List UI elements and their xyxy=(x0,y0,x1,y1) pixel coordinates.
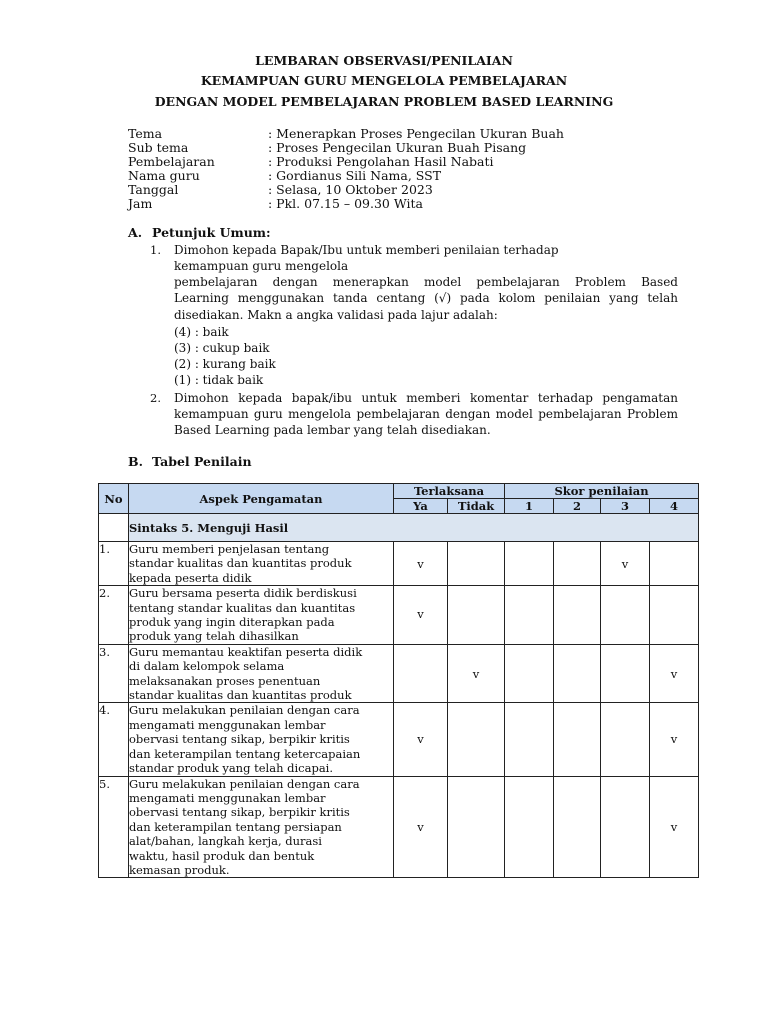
cell-score-4[interactable] xyxy=(650,542,699,586)
aspek-line: standar kualitas dan kuantitas produk xyxy=(129,556,352,571)
instruction-1-line-4: Learning menggunakan tanda centang (√) pada kolom penilaian yang telah xyxy=(174,291,678,305)
cell-tidak[interactable] xyxy=(448,542,505,586)
cell-ya[interactable]: v xyxy=(394,542,448,586)
section-letter: A. xyxy=(128,225,143,240)
cell-score-4[interactable]: v xyxy=(650,703,699,776)
meta-value: : Pkl. 07.15 – 09.30 Wita xyxy=(268,196,423,211)
cell-tidak[interactable] xyxy=(448,703,505,776)
cell-ya[interactable] xyxy=(394,644,448,703)
meta-label: Nama guru xyxy=(128,168,200,183)
document-title-line-1: LEMBARAN OBSERVASI/PENILAIAN xyxy=(255,53,513,68)
row-aspek xyxy=(129,586,394,645)
aspek-line: Guru melakukan penilaian dengan cara xyxy=(129,703,360,718)
header-skor: Skor penilaian xyxy=(505,484,699,499)
aspek-line: produk yang telah dihasilkan xyxy=(129,629,299,644)
cell-score-3[interactable] xyxy=(601,703,650,776)
aspek-line: Guru bersama peserta didik berdiskusi xyxy=(129,586,357,601)
table-row xyxy=(99,586,699,645)
sintaks-row xyxy=(99,514,699,542)
cell-score-4[interactable]: v xyxy=(650,776,699,878)
row-aspek xyxy=(129,644,394,703)
instruction-1-line-2: kemampuan guru mengelola xyxy=(174,259,349,273)
section-title: Tabel Penilain xyxy=(152,454,252,469)
cell-score-1[interactable] xyxy=(505,542,554,586)
row-aspek xyxy=(129,776,394,878)
aspek-line: di dalam kelompok selama xyxy=(129,659,285,674)
row-number: 2. xyxy=(99,586,129,645)
aspek-line: melaksanakan proses penentuan xyxy=(129,673,321,688)
meta-label: Tanggal xyxy=(128,182,179,197)
aspek-line: tentang standar kualitas dan kuantitas xyxy=(129,600,356,615)
table-row xyxy=(99,542,699,586)
aspek-line: mengamati menggunakan lembar xyxy=(129,790,326,805)
cell-ya[interactable]: v xyxy=(394,776,448,878)
aspek-line: kepada peserta didik xyxy=(129,570,252,585)
aspek-line: alat/bahan, langkah kerja, durasi xyxy=(129,834,322,849)
cell-ya[interactable]: v xyxy=(394,586,448,645)
scale-item-3: (3) : cukup baik xyxy=(174,341,270,355)
cell-score-2[interactable] xyxy=(554,542,601,586)
row-number: 1. xyxy=(99,542,129,586)
header-no: No xyxy=(99,484,129,514)
cell-score-2[interactable] xyxy=(554,703,601,776)
cell-score-4[interactable] xyxy=(650,586,699,645)
cell-tidak[interactable] xyxy=(448,586,505,645)
section-title: Petunjuk Umum: xyxy=(152,225,271,240)
row-number: 3. xyxy=(99,644,129,703)
cell-score-1[interactable] xyxy=(505,586,554,645)
aspek-line: dan keterampilan tentang ketercapaian xyxy=(129,746,361,761)
cell-tidak[interactable]: v xyxy=(448,644,505,703)
header-ya: Ya xyxy=(394,499,448,514)
meta-label: Jam xyxy=(128,196,153,211)
row-number: 4. xyxy=(99,703,129,776)
meta-label: Pembelajaran xyxy=(128,154,215,169)
instruction-2-line-3: Based Learning pada lembar yang telah disediakan. xyxy=(174,423,491,437)
cell-score-1[interactable] xyxy=(505,703,554,776)
section-a-heading xyxy=(128,225,271,240)
aspek-line: Guru memantau keaktifan peserta didik xyxy=(129,644,363,659)
aspek-line: obervasi tentang sikap, berpikir kritis xyxy=(129,732,350,747)
cell-score-3[interactable]: v xyxy=(601,542,650,586)
sintaks-title: Sintaks 5. Menguji Hasil xyxy=(129,514,699,542)
cell-score-1[interactable] xyxy=(505,776,554,878)
aspek-line: obervasi tentang sikap, berpikir kritis xyxy=(129,805,350,820)
header-aspek: Aspek Pengamatan xyxy=(129,484,394,514)
sintaks-no-cell xyxy=(99,514,129,542)
instruction-number-2: 2. xyxy=(150,391,161,405)
header-score-3: 3 xyxy=(601,499,650,514)
cell-tidak[interactable] xyxy=(448,776,505,878)
row-aspek xyxy=(129,542,394,586)
instruction-number-1: 1. xyxy=(150,243,161,257)
meta-value: : Menerapkan Proses Pengecilan Ukuran Buah xyxy=(268,126,564,141)
aspek-line: standar produk yang telah dicapai. xyxy=(129,761,334,776)
aspek-line: Guru memberi penjelasan tentang xyxy=(129,542,330,556)
header-terlaksana: Terlaksana xyxy=(394,484,505,499)
instruction-1-line-5: disediakan. Makn a angka validasi pada lajur adalah: xyxy=(174,308,498,322)
cell-score-2[interactable] xyxy=(554,776,601,878)
document-title-line-3: DENGAN MODEL PEMBELAJARAN PROBLEM BASED LEARNING xyxy=(154,94,614,109)
meta-label: Tema xyxy=(128,126,163,141)
section-letter: B. xyxy=(128,454,143,469)
scale-item-2: (2) : kurang baik xyxy=(174,357,276,371)
header-score-4: 4 xyxy=(650,499,699,514)
instruction-2-line-2: kemampuan guru mengelola pembelajaran dengan model pembelajaran Problem xyxy=(174,407,678,421)
aspek-line: produk yang ingin diterapkan pada xyxy=(129,615,335,630)
aspek-line: kemasan produk. xyxy=(129,862,230,877)
meta-value: : Proses Pengecilan Ukuran Buah Pisang xyxy=(268,140,527,155)
cell-score-3[interactable] xyxy=(601,776,650,878)
document-title-line-2: KEMAMPUAN GURU MENGELOLA PEMBELAJARAN xyxy=(200,73,568,88)
aspek-line: standar kualitas dan kuantitas produk xyxy=(129,688,352,703)
meta-value: : Gordianus Sili Nama, SST xyxy=(268,168,442,183)
instruction-2-line-1: Dimohon kepada bapak/ibu untuk memberi komentar terhadap pengamatan xyxy=(174,391,678,405)
meta-value: : Selasa, 10 Oktober 2023 xyxy=(268,182,433,197)
cell-score-2[interactable] xyxy=(554,644,601,703)
table-row xyxy=(99,776,699,878)
instruction-1-line-1: Dimohon kepada Bapak/Ibu untuk memberi penilaian terhadap xyxy=(174,243,559,257)
table-row xyxy=(99,703,699,776)
scale-item-4: (4) : baik xyxy=(174,325,229,339)
section-b-heading xyxy=(128,454,252,469)
row-number: 5. xyxy=(99,776,129,878)
cell-score-3[interactable] xyxy=(601,644,650,703)
cell-score-1[interactable] xyxy=(505,644,554,703)
meta-label: Sub tema xyxy=(128,140,189,155)
table-header-row xyxy=(99,484,699,499)
aspek-line: Guru melakukan penilaian dengan cara xyxy=(129,776,360,791)
aspek-line: waktu, hasil produk dan bentuk xyxy=(129,848,315,863)
scale-item-1: (1) : tidak baik xyxy=(174,373,264,387)
aspek-line: dan keterampilan tentang persiapan xyxy=(129,819,342,834)
table-row xyxy=(99,644,699,703)
assessment-table xyxy=(98,483,699,878)
cell-ya[interactable]: v xyxy=(394,703,448,776)
header-tidak: Tidak xyxy=(448,499,505,514)
aspek-line: mengamati menggunakan lembar xyxy=(129,717,326,732)
cell-score-3[interactable] xyxy=(601,586,650,645)
header-score-2: 2 xyxy=(554,499,601,514)
instruction-1-line-3: pembelajaran dengan menerapkan model pembelajaran Problem Based xyxy=(174,275,678,289)
cell-score-2[interactable] xyxy=(554,586,601,645)
meta-value: : Produksi Pengolahan Hasil Nabati xyxy=(268,154,494,169)
cell-score-4[interactable]: v xyxy=(650,644,699,703)
header-score-1: 1 xyxy=(505,499,554,514)
row-aspek xyxy=(129,703,394,776)
